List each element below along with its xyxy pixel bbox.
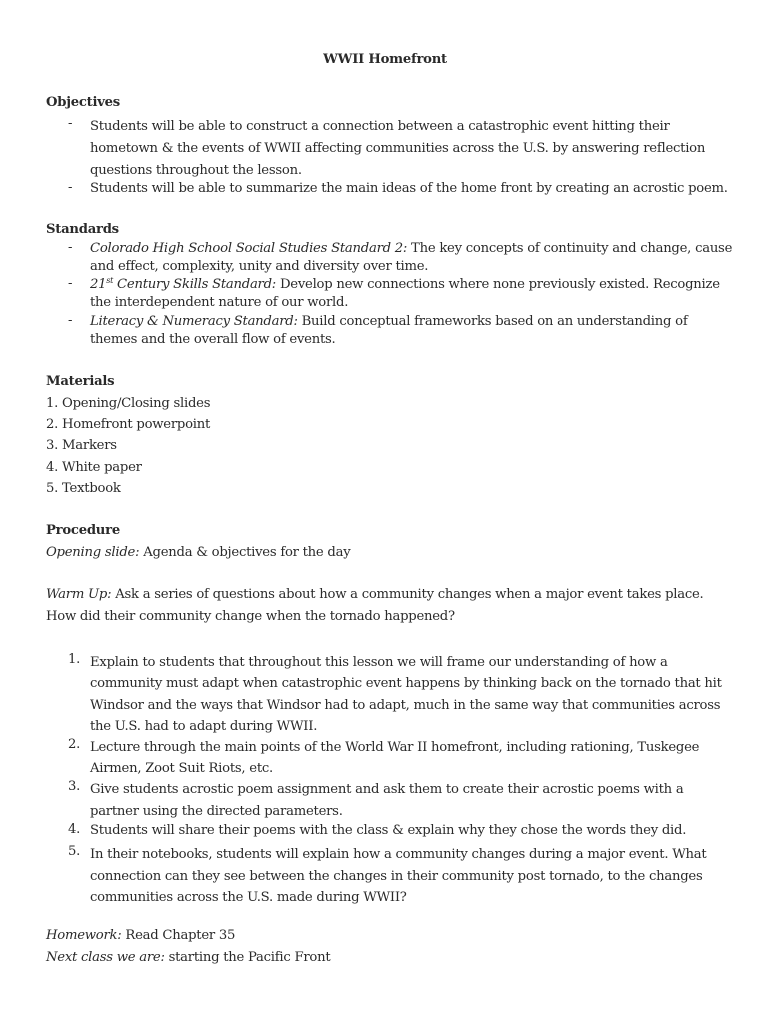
standard-text bbox=[90, 276, 726, 312]
materials-heading: Materials bbox=[46, 374, 115, 389]
objective-line: Students will be able to construct a connection between a catastrophic event hitting their bbox=[90, 119, 670, 134]
bullet-dash: - bbox=[68, 116, 73, 131]
step-number: 1. bbox=[68, 652, 81, 667]
bullet-dash: - bbox=[68, 180, 73, 195]
objective-text bbox=[90, 116, 726, 182]
standard-line: the interdependent nature of our world. bbox=[90, 295, 349, 310]
standards-heading: Standards bbox=[46, 222, 119, 237]
standard-label: Colorado High School Social Studies Standard 2: bbox=[90, 241, 408, 256]
homework-label: Homework: bbox=[46, 928, 122, 943]
opening-slide-line bbox=[46, 545, 350, 560]
standard-line bbox=[90, 276, 726, 294]
step-line: communities across the U.S. made during WWII? bbox=[90, 890, 407, 905]
material-item: 1. Opening/Closing slides bbox=[46, 396, 211, 411]
next-class-line bbox=[46, 950, 330, 965]
document-title: WWII Homefront bbox=[323, 52, 447, 67]
step-text bbox=[90, 779, 726, 823]
bullet-dash: - bbox=[68, 276, 73, 291]
step-number: 4. bbox=[68, 822, 81, 837]
step-text bbox=[90, 737, 726, 779]
step-text bbox=[90, 652, 726, 737]
warmup-line bbox=[46, 587, 704, 602]
standard-label: 21st Century Skills Standard: bbox=[90, 276, 276, 292]
opening-slide-label: Opening slide: bbox=[46, 545, 140, 560]
step-line: Explain to students that throughout this lesson we will frame our understanding of how a bbox=[90, 655, 668, 670]
objectives-heading: Objectives bbox=[46, 95, 120, 110]
step-line: Students will share their poems with the class & explain why they chose the words they did. bbox=[90, 823, 687, 838]
material-item: 5. Textbook bbox=[46, 481, 121, 496]
standard-description: The key concepts of continuity and change, cause bbox=[407, 241, 733, 256]
step-line: In their notebooks, students will explain how a community changes during a major event. What bbox=[90, 847, 707, 862]
step-number: 5. bbox=[68, 844, 81, 859]
step-line: partner using the directed parameters. bbox=[90, 804, 343, 819]
standard-text bbox=[90, 240, 733, 276]
step-line: Windsor and the ways that Windsor had to adapt, much in the same way that communities across bbox=[90, 697, 721, 713]
warmup-line: How did their community change when the tornado happened? bbox=[46, 609, 455, 624]
standard-description: Develop new connections where none previously existed. Recognize bbox=[276, 277, 720, 292]
standard-line bbox=[90, 240, 733, 258]
step-line: Lecture through the main points of the World War II homefront, including rationing, Tuskegee bbox=[90, 740, 700, 755]
homework-line bbox=[46, 928, 235, 943]
homework-text: Read Chapter 35 bbox=[121, 928, 236, 943]
standard-description: Build conceptual frameworks based on an understanding of bbox=[297, 314, 688, 329]
next-class-text: starting the Pacific Front bbox=[164, 950, 331, 965]
standard-line: and effect, complexity, unity and diversity over time. bbox=[90, 259, 429, 274]
standard-line: themes and the overall flow of events. bbox=[90, 332, 336, 347]
material-item: 3. Markers bbox=[46, 438, 117, 453]
material-item: 2. Homefront powerpoint bbox=[46, 417, 211, 432]
next-class-label: Next class we are: bbox=[46, 950, 165, 965]
bullet-dash: - bbox=[68, 240, 73, 255]
standard-label: Literacy & Numeracy Standard: bbox=[90, 314, 298, 329]
bullet-dash: - bbox=[68, 313, 73, 328]
step-text bbox=[90, 822, 726, 840]
step-line: the U.S. had to adapt during WWII. bbox=[90, 718, 318, 734]
step-line: community must adapt when catastrophic event happens by thinking back on the tornado that hit bbox=[90, 676, 722, 692]
objective-line: hometown & the events of WWII affecting communities across the U.S. by answering reflection bbox=[90, 141, 706, 156]
step-line: connection can they see between the changes in their community post tornado, to the changes bbox=[90, 868, 703, 884]
step-text bbox=[90, 844, 726, 909]
standard-line bbox=[90, 313, 726, 331]
step-line: Airmen, Zoot Suit Riots, etc. bbox=[90, 761, 273, 776]
objective-line: questions throughout the lesson. bbox=[90, 163, 302, 178]
step-number: 2. bbox=[68, 737, 81, 752]
step-line: Give students acrostic poem assignment and ask them to create their acrostic poems with a bbox=[90, 782, 684, 797]
step-number: 3. bbox=[68, 779, 81, 794]
opening-slide-text: Agenda & objectives for the day bbox=[139, 545, 351, 560]
objective-line: Students will be able to summarize the main ideas of the home front by creating an acrostic poem. bbox=[90, 181, 728, 196]
material-item: 4. White paper bbox=[46, 460, 142, 475]
warmup-text: Ask a series of questions about how a community changes when a major event takes place. bbox=[111, 587, 704, 602]
standard-text bbox=[90, 313, 726, 349]
objective-text bbox=[90, 180, 726, 198]
procedure-heading: Procedure bbox=[46, 523, 120, 538]
warmup-label: Warm Up: bbox=[46, 587, 112, 602]
